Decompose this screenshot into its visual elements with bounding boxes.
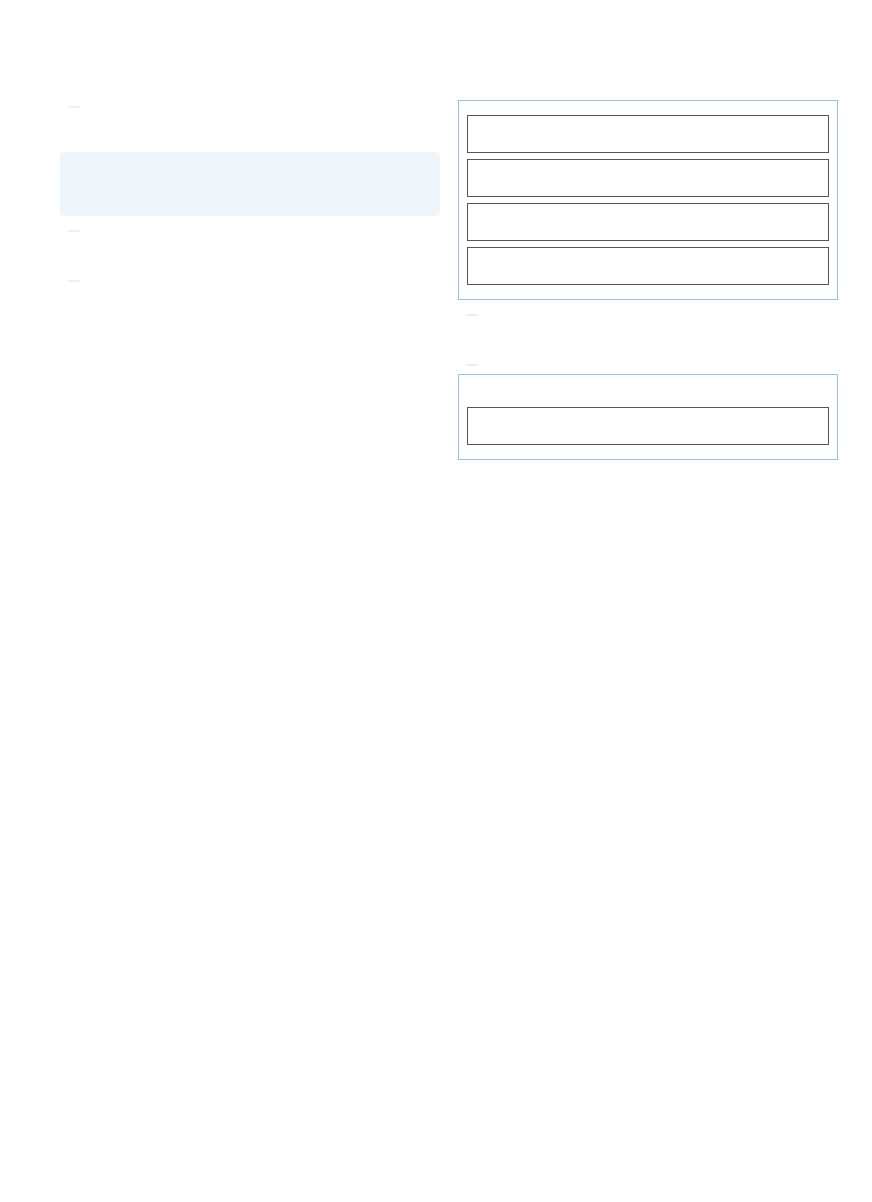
question-body [60, 240, 440, 266]
question-body [458, 468, 838, 494]
idea-guide-title [467, 383, 829, 401]
tracking-box-body [72, 180, 428, 206]
idea-guide-diagram [458, 374, 838, 460]
diagram-node [467, 203, 829, 241]
question-body [60, 116, 440, 142]
page-footer [0, 1162, 872, 1180]
question-block [60, 230, 440, 266]
question-tag [466, 364, 478, 366]
question-tag [68, 230, 80, 232]
question-block [458, 314, 838, 350]
question-tag [466, 314, 478, 316]
question-block [458, 364, 838, 494]
question-block [60, 106, 440, 142]
right-column [458, 92, 838, 494]
left-column [60, 92, 440, 316]
tracking-box-title [72, 162, 428, 180]
question-tag [68, 106, 80, 108]
option-analysis-diagram [458, 100, 838, 300]
question-tag [68, 280, 80, 282]
question-block [60, 280, 440, 316]
diagram-node [467, 407, 829, 445]
diagram-node [467, 115, 829, 153]
question-body [458, 324, 838, 350]
tracking-box [60, 152, 440, 216]
diagram-node [467, 159, 829, 197]
question-body [60, 290, 440, 316]
diagram-node [467, 247, 829, 285]
